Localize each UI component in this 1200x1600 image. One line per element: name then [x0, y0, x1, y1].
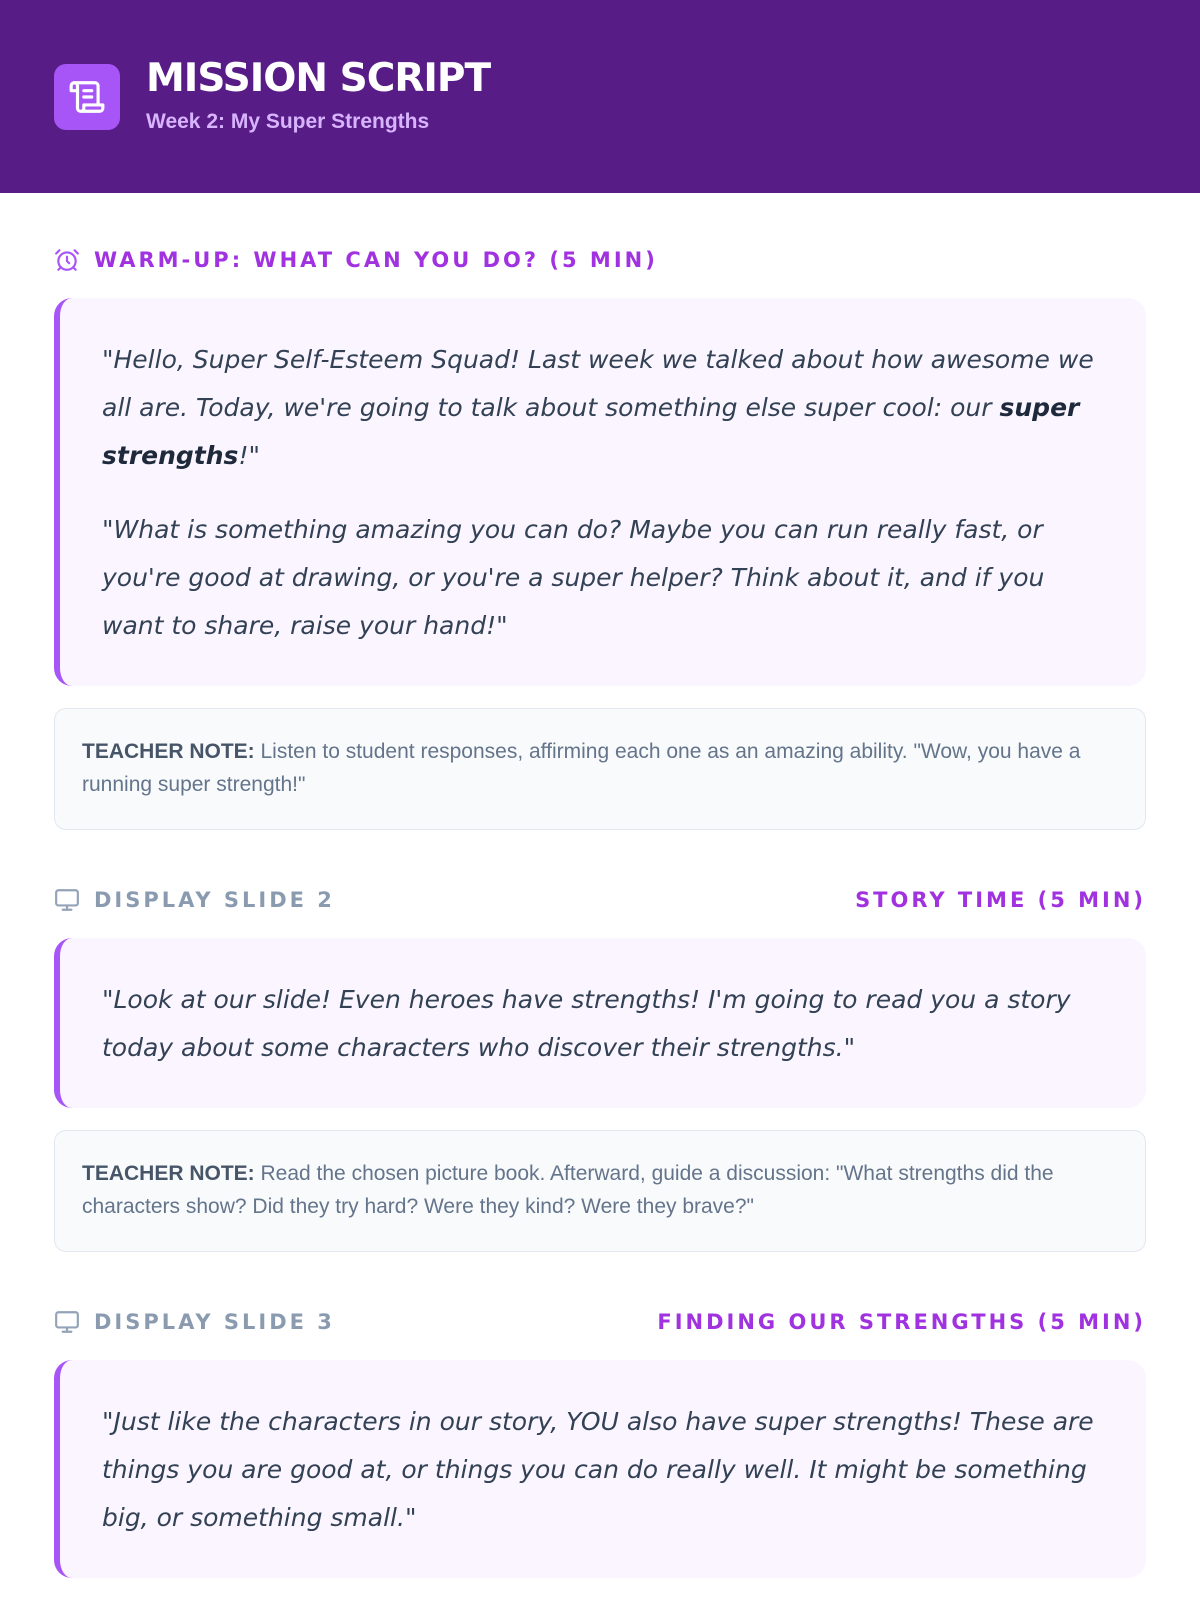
page-header: [0, 0, 1200, 193]
teacher-note: [54, 708, 1146, 830]
script-block: [54, 298, 1146, 686]
teacher-note-label: TEACHER NOTE:: [82, 1162, 255, 1185]
script-content: [0, 246, 1200, 1578]
section-heading-warm-up: [54, 246, 1146, 274]
page-title: MISSION SCRIPT: [146, 56, 491, 101]
script-emphasis: super strengths: [102, 393, 1080, 470]
teacher-note-label: TEACHER NOTE:: [82, 740, 255, 763]
script-paragraph: "Just like the characters in our story, YOU also have super strengths! These are things you are good at, or things you can do really well. It might be something big, or something small.": [102, 1407, 1094, 1532]
script-block: [54, 1360, 1146, 1578]
scroll-icon: [54, 64, 120, 130]
slide-label: DISPLAY SLIDE 3: [94, 1310, 335, 1334]
section-heading-slide-3: [54, 1308, 1146, 1336]
activity-title: FINDING OUR STRENGTHS (5 MIN): [657, 1310, 1146, 1334]
activity-title: STORY TIME (5 MIN): [855, 888, 1146, 912]
teacher-note: [54, 1130, 1146, 1252]
page-subtitle: Week 2: My Super Strengths: [146, 110, 430, 133]
script-paragraph: "What is something amazing you can do? Maybe you can run really fast, or you're good at drawing, or you're a super helper? Think about it, and if you want to share, raise your hand!": [102, 515, 1045, 640]
monitor-icon: [54, 1309, 80, 1335]
script-block: [54, 938, 1146, 1108]
section-heading-slide-2: [54, 886, 1146, 914]
alarm-clock-icon: [54, 247, 80, 273]
script-paragraph: "Hello, Super Self-Esteem Squad! Last week we talked about how awesome we all are. Today, we're going to talk about something else super cool: our super strengths!": [102, 345, 1094, 470]
monitor-icon: [54, 887, 80, 913]
script-paragraph: "Look at our slide! Even heroes have strengths! I'm going to read you a story today about some characters who discover their strengths.": [102, 985, 1071, 1062]
section-title: WARM-UP: WHAT CAN YOU DO? (5 MIN): [94, 248, 658, 272]
slide-label: DISPLAY SLIDE 2: [94, 888, 335, 912]
teacher-note-text: Read the chosen picture book. Afterward, guide a discussion: "What strengths did the characters show? Did they try hard? Were they kind? Were they brave?": [82, 1162, 1054, 1218]
teacher-note-text: Listen to student responses, affirming each one as an amazing ability. "Wow, you have a running super strength!": [82, 740, 1081, 796]
